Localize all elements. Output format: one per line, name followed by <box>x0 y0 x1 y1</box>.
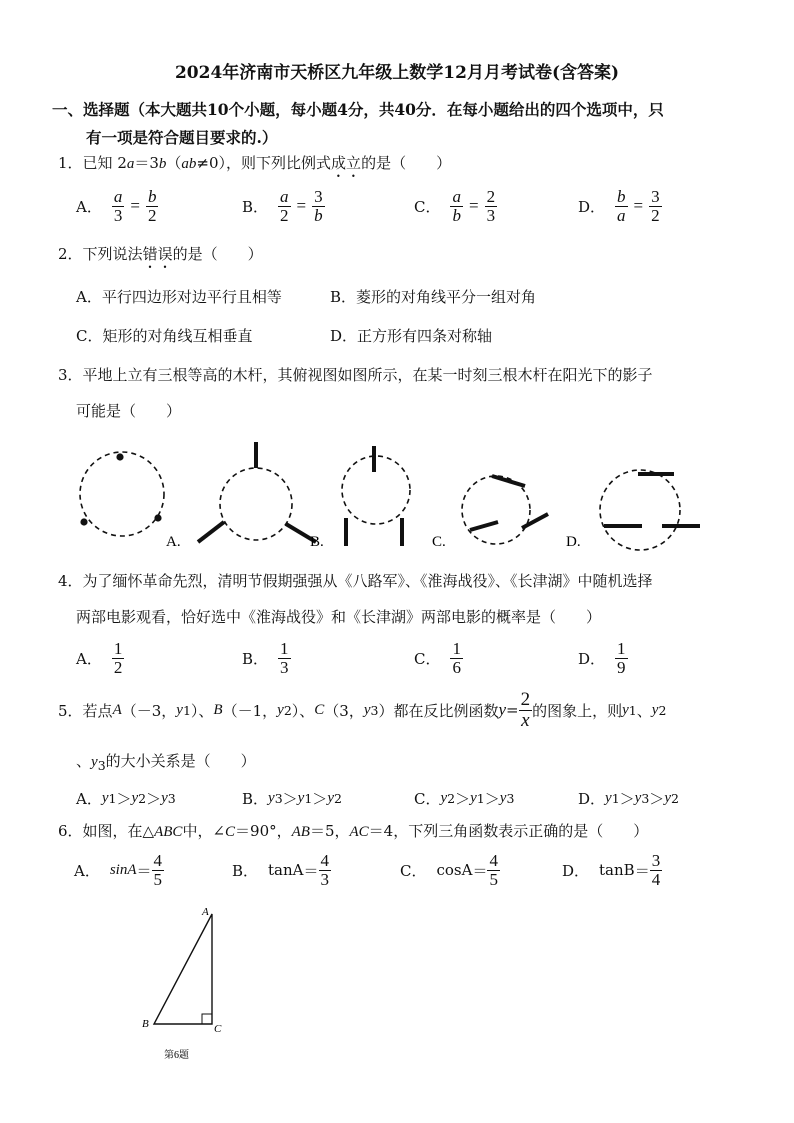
q4-option-a[interactable]: A． $\frac{1}{2}$ <box>76 639 123 677</box>
q3-label-a: A. <box>166 534 181 550</box>
q6-option-d[interactable]: D． tanB ＝ $\frac{3}{4}$ <box>562 851 661 889</box>
q3-label-b: B. <box>310 534 324 550</box>
q2-option-d[interactable]: D． 正方形有四条对称轴 <box>330 327 493 345</box>
q3-figure-c-shapes <box>462 476 548 544</box>
q5-option-a[interactable]: A． y 1 ＞ y 2 ＞ y 3 <box>76 790 176 808</box>
q6-triangle-figure <box>136 900 246 1070</box>
q3-label-d: D. <box>566 534 581 550</box>
q1-option-d[interactable]: D． $\frac{b}{a}$ = $\frac{3}{2}$ <box>578 187 660 225</box>
vertex-label-c: C <box>214 1023 222 1035</box>
q3-figure-d[interactable] <box>566 470 700 550</box>
q2-option-b[interactable]: B． 菱形的对角线平分一组对角 <box>330 288 537 306</box>
q5-option-d[interactable]: D． y 1 ＞ y 3 ＞ y 2 <box>578 790 679 808</box>
q4-option-c[interactable]: C． $\frac{1}{6}$ <box>414 639 461 677</box>
q5-option-c[interactable]: C． y 2 ＞ y 1 ＞ y 3 <box>414 790 515 808</box>
question-5-stem-line1: 5． 若点 A （－3， y 1 ）、 B （－1， y 2 ）、 C （3， y 3 ）都在反比例函数 y = $\frac{2}{x}$ 的图象上，则 y 1 、 y 2 <box>58 689 667 731</box>
q6-option-c[interactable]: C． cosA ＝ $\frac{4}{5}$ <box>400 851 498 889</box>
page-title: 2024年济南市天桥区九年级上数学12月月考试卷(含答案) <box>174 63 620 83</box>
q3-figure-a[interactable] <box>80 452 181 550</box>
emphasis-text: 成立 <box>331 154 362 172</box>
figure-caption: 第6题 <box>164 1050 189 1061</box>
q3-figure-b[interactable] <box>198 442 324 550</box>
question-1-stem: 1．已知 2a＝3b（ab≠0），则下列比例式成立的是（ ） <box>58 154 452 172</box>
q6-option-a[interactable]: A． sinA ＝ $\frac{4}{5}$ <box>74 851 163 889</box>
q2-option-a[interactable]: A． 平行四边形对边平行且相等 <box>76 288 282 306</box>
q1-option-c[interactable]: C． $\frac{a}{b}$ = $\frac{2}{3}$ <box>414 187 496 225</box>
q1-option-a[interactable]: A． $\frac{a}{3}$ = $\frac{b}{2}$ <box>76 187 157 225</box>
question-3-stem-line2: 可能是（ ） <box>76 402 182 420</box>
section-heading-line1: 一、选择题（本大题共10个小题，每小题4分，共40分．在每小题给出的四个选项中，只 <box>52 100 664 119</box>
question-number: 1． <box>58 154 83 172</box>
q5-option-b[interactable]: B． y 3 ＞ y 1 ＞ y 2 <box>242 790 342 808</box>
vertex-label-a: A <box>202 906 209 918</box>
vertex-label-b: B <box>142 1018 149 1030</box>
question-5-stem-line2: 、$y_3$的大小关系是（ ） <box>76 752 256 773</box>
q3-figure-c[interactable] <box>342 446 446 550</box>
section-heading-line2: 有一项是符合题目要求的.） <box>86 128 278 147</box>
question-3-stem-line1: 3．平地上立有三根等高的木杆，其俯视图如图所示，在某一时刻三根木杆在阳光下的影子 <box>58 366 653 384</box>
q1-option-b[interactable]: B． $\frac{a}{2}$ = $\frac{3}{b}$ <box>242 187 323 225</box>
q3-shadow-figures <box>60 440 740 552</box>
q2-option-c[interactable]: C． 矩形的对角线互相垂直 <box>76 327 253 345</box>
triangle-abc <box>154 914 212 1024</box>
emphasis-text: 错误 <box>142 245 173 263</box>
q4-option-b[interactable]: B． $\frac{1}{3}$ <box>242 639 289 677</box>
q3-label-c: C. <box>432 534 446 550</box>
question-4-stem-line1: 4．为了缅怀革命先烈，清明节假期强强从《八路军》、《淮海战役》、《长津湖》中随机选择 <box>58 572 653 590</box>
right-angle-mark <box>202 1014 212 1024</box>
q6-option-b[interactable]: B． tanA ＝ $\frac{4}{3}$ <box>232 851 330 889</box>
question-6-stem: 6．如图，在△ABC中，∠C＝90°，AB＝5，AC＝4，下列三角函数表示正确的是（ ） <box>58 822 649 840</box>
question-2-stem: 2．下列说法错误的是（ ） <box>58 245 263 263</box>
question-4-stem-line2: 两部电影观看，恰好选中《淮海战役》和《长津湖》两部电影的概率是（ ） <box>76 608 602 626</box>
q4-option-d[interactable]: D． $\frac{1}{9}$ <box>578 639 626 677</box>
